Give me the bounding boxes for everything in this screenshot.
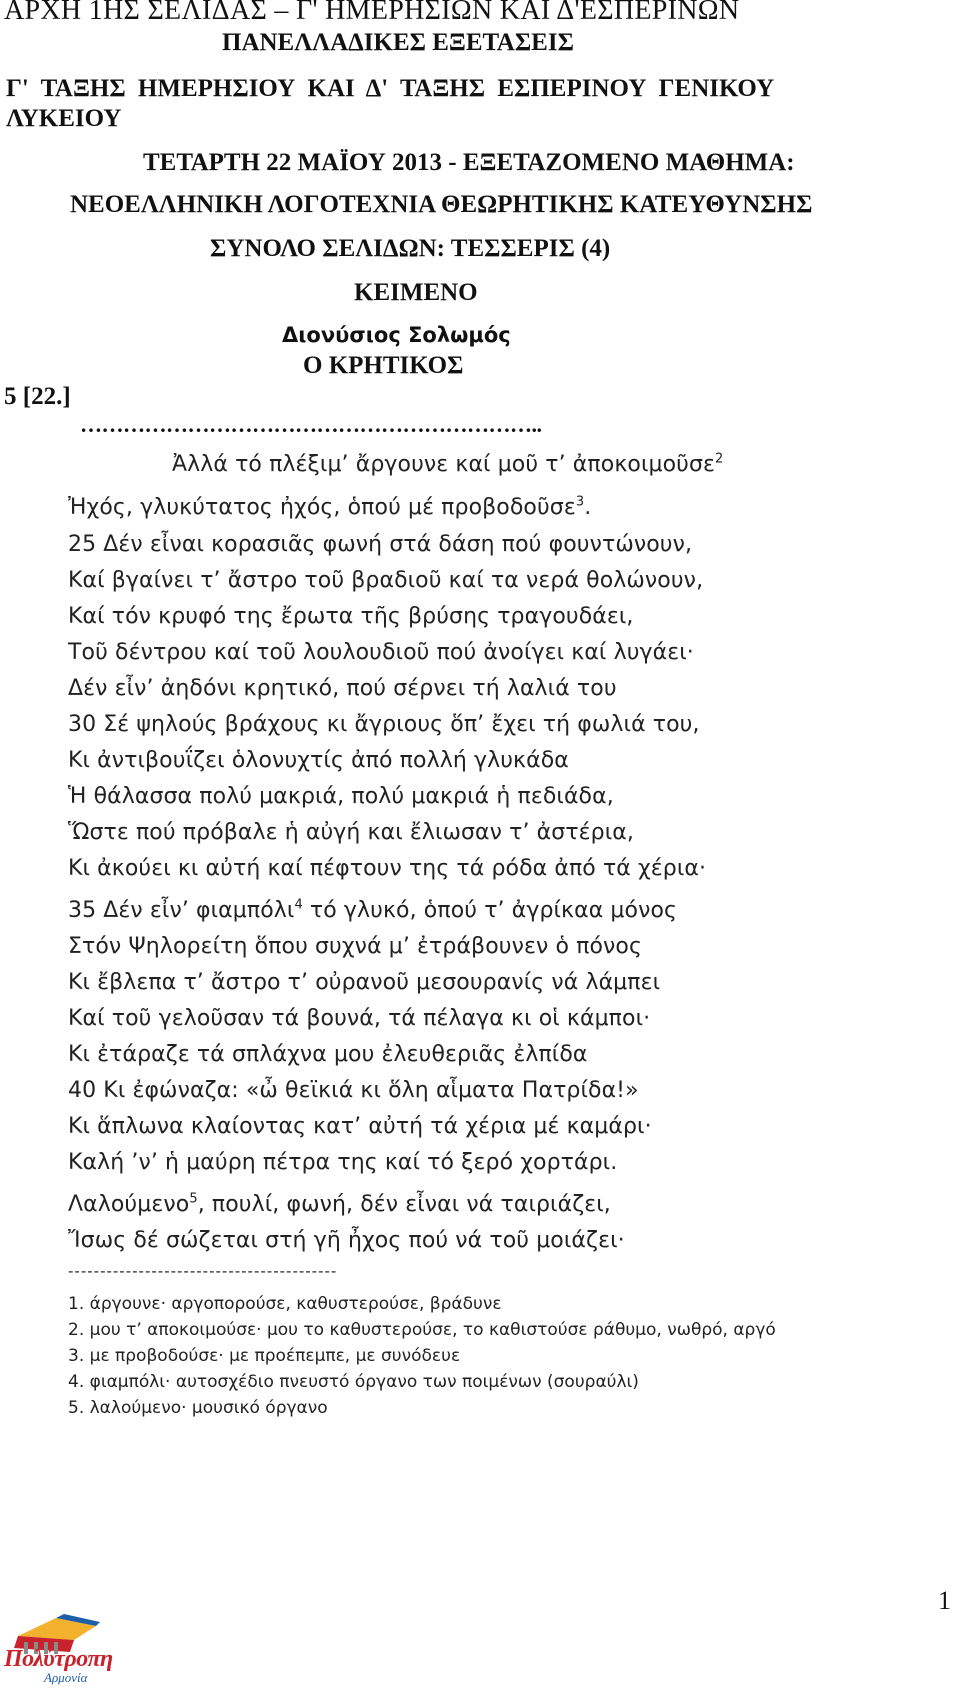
footnote-5: 5. λαλούμενο· μουσικό όργανο <box>68 1398 328 1418</box>
poem-line-17: Κι ἐτάραζε τά σπλάχνα μου ἐλευθεριᾶς ἐλπίδα <box>68 1042 588 1067</box>
poem-line-19: Κι ἅπλωνα κλαίοντας κατ’ αὐτή τά χέρια μέ καμάρι· <box>68 1114 652 1139</box>
poem-line-22: Ἴσως δέ σώζεται στή γῆ ἦχος πού νά τοῦ μοιάζει· <box>68 1228 625 1253</box>
poem-line-18: 40 Κι ἐφώναζα: «ὦ θεϊκιά κι ὅλη αἷματα Πατρίδα!» <box>68 1078 639 1103</box>
logo-brand: Πολύτροπη <box>4 1646 113 1672</box>
author-name: Διονύσιος Σολωμός <box>282 323 511 347</box>
poem-line-6: Τοῦ δέντρου καί τοῦ λουλουδιοῦ πού ἀνοίγει καί λυγάει· <box>68 640 694 665</box>
classes-line-2: ΛΥΚΕΙΟΥ <box>6 105 122 132</box>
footnote-separator: ------------------------------------------ <box>68 1262 338 1280</box>
poem-line-3: 25 Δέν εἶναι κορασιᾶς φωνή στά δάση πού φουντώνουν, <box>68 532 693 557</box>
poem-line-9: Κι ἀντιβουΐζει ὁλονυχτίς ἀπό πολλή γλυκάδα <box>68 748 569 773</box>
exam-subject: ΝΕΟΕΛΛΗΝΙΚΗ ΛΟΓΟΤΕΧΝΙΑ ΘΕΩΡΗΤΙΚΗΣ ΚΑΤΕΥΘΥΝΣΗΣ <box>70 191 813 218</box>
poem-line-10: Ἡ θάλασσα πολύ μακριά, πολύ μακριά ἡ πεδιάδα, <box>68 784 614 809</box>
text-heading: ΚΕΙΜΕΝΟ <box>354 279 478 306</box>
section-marker: 5 [22.] <box>4 383 71 410</box>
footnote-ref-2: 2 <box>715 451 724 467</box>
poem-line-11: Ὥστε πού πρόβαλε ἡ αὐγή και ἔλιωσαν τ’ ἀστέρια, <box>68 820 634 845</box>
poem-line-5: Καί τόν κρυφό της ἔρωτα τῆς βρύσης τραγουδάει, <box>68 604 634 629</box>
logo-tagline: Αρμονία <box>44 1670 88 1685</box>
ellipsis-line: ……………………………………………………….. <box>80 412 542 437</box>
footnote-4: 4. φιαμπόλι· αυτοσχέδιο πνευστό όργανο των ποιμένων (σουραύλι) <box>68 1372 639 1392</box>
footnote-ref-3: 3 <box>575 494 585 510</box>
poem-line-1: Ἀλλά τό πλέξιμ’ ἄργουνε καί μοῦ τ’ ἀποκοιμοῦσε$^2$ <box>172 451 724 477</box>
poem-line-8: 30 Σέ ψηλούς βράχους κι ἄγριους ὅπ’ ἔχει τή φωλιά του, <box>68 712 700 737</box>
footnote-3: 3. με προβοδούσε· με προέπεμπε, με συνόδευε <box>68 1346 461 1366</box>
running-title: ΑΡΧΗ 1ΗΣ ΣΕΛΙΔΑΣ – Γ' ΗΜΕΡΗΣΙΩΝ ΚΑΙ Δ'ΕΣΠΕΡΙΝΩΝ <box>4 0 740 26</box>
poem-line-21: Λαλούμενο$^5$, πουλί, φωνή, δέν εἶναι νά ταιριάζει, <box>68 1191 611 1217</box>
page-count: ΣΥΝΟΛΟ ΣΕΛΙΔΩΝ: ΤΕΣΣΕΡΙΣ (4) <box>210 235 611 262</box>
poem-line-20: Καλή ’ν’ ἡ μαύρη πέτρα της καί τό ξερό χορτάρι. <box>68 1150 618 1175</box>
poem-line-13: 35 Δέν εἶν’ φιαμπόλι$^4$ τό γλυκό, ὁπού τ’ ἀγρίκαα μόνος <box>68 897 678 923</box>
exam-date-subject: ΤΕΤΑΡΤΗ 22 ΜΑΪΟΥ 2013 - ΕΞΕΤΑΖΟΜΕΝΟ ΜΑΘΗΜΑ: <box>143 149 795 176</box>
poem-line-15: Κι ἔβλεπα τ’ ἄστρο τ’ οὐρανοῦ μεσουρανίς νά λάμπει <box>68 970 661 995</box>
poem-line-16: Καί τοῦ γελοῦσαν τά βουνά, τά πέλαγα κι οἱ κάμποι· <box>68 1006 651 1031</box>
poem-line-2: Ἠχός, γλυκύτατος ἠχός, ὁπού μέ προβοδοῦσε$^3$. <box>68 494 592 520</box>
publisher-logo <box>4 1612 154 1684</box>
footnote-2: 2. μου τ’ αποκοιμούσε· μου το καθυστερούσε, το καθιστούσε ράθυμο, νωθρό, αργό <box>68 1320 776 1340</box>
poem-title: Ο ΚΡΗΤΙΚΟΣ <box>303 352 464 379</box>
footnote-ref-4: 4 <box>294 897 303 913</box>
footnote-1: 1. άργουνε· αργοπορούσε, καθυστερούσε, βράδυνε <box>68 1294 502 1314</box>
classes-line-1: Γ' ΤΑΞΗΣ ΗΜΕΡΗΣΙΟΥ ΚΑΙ Δ' ΤΑΞΗΣ ΕΣΠΕΡΙΝΟΥ ΓΕΝΙΚΟΥ <box>6 75 775 102</box>
page-number: 1 <box>938 1586 951 1615</box>
poem-line-7: Δέν εἶν’ ἀηδόνι κρητικό, πού σέρνει τή λαλιά του <box>68 676 617 701</box>
poem-line-12: Κι ἀκούει κι αὐτή καί πέφτουν της τά ρόδα ἀπό τά χέρια· <box>68 856 707 881</box>
poem-line-14: Στόν Ψηλορείτη ὅπου συχνά μ’ ἐτράβουνεν ὁ πόνος <box>68 934 642 959</box>
poem-line-4: Καί βγαίνει τ’ ἄστρο τοῦ βραδιοῦ καί τα νερά θολώνουν, <box>68 568 704 593</box>
footnote-ref-5: 5 <box>189 1191 198 1207</box>
exams-title: ΠΑΝΕΛΛΑΔΙΚΕΣ ΕΞΕΤΑΣΕΙΣ <box>222 29 574 56</box>
